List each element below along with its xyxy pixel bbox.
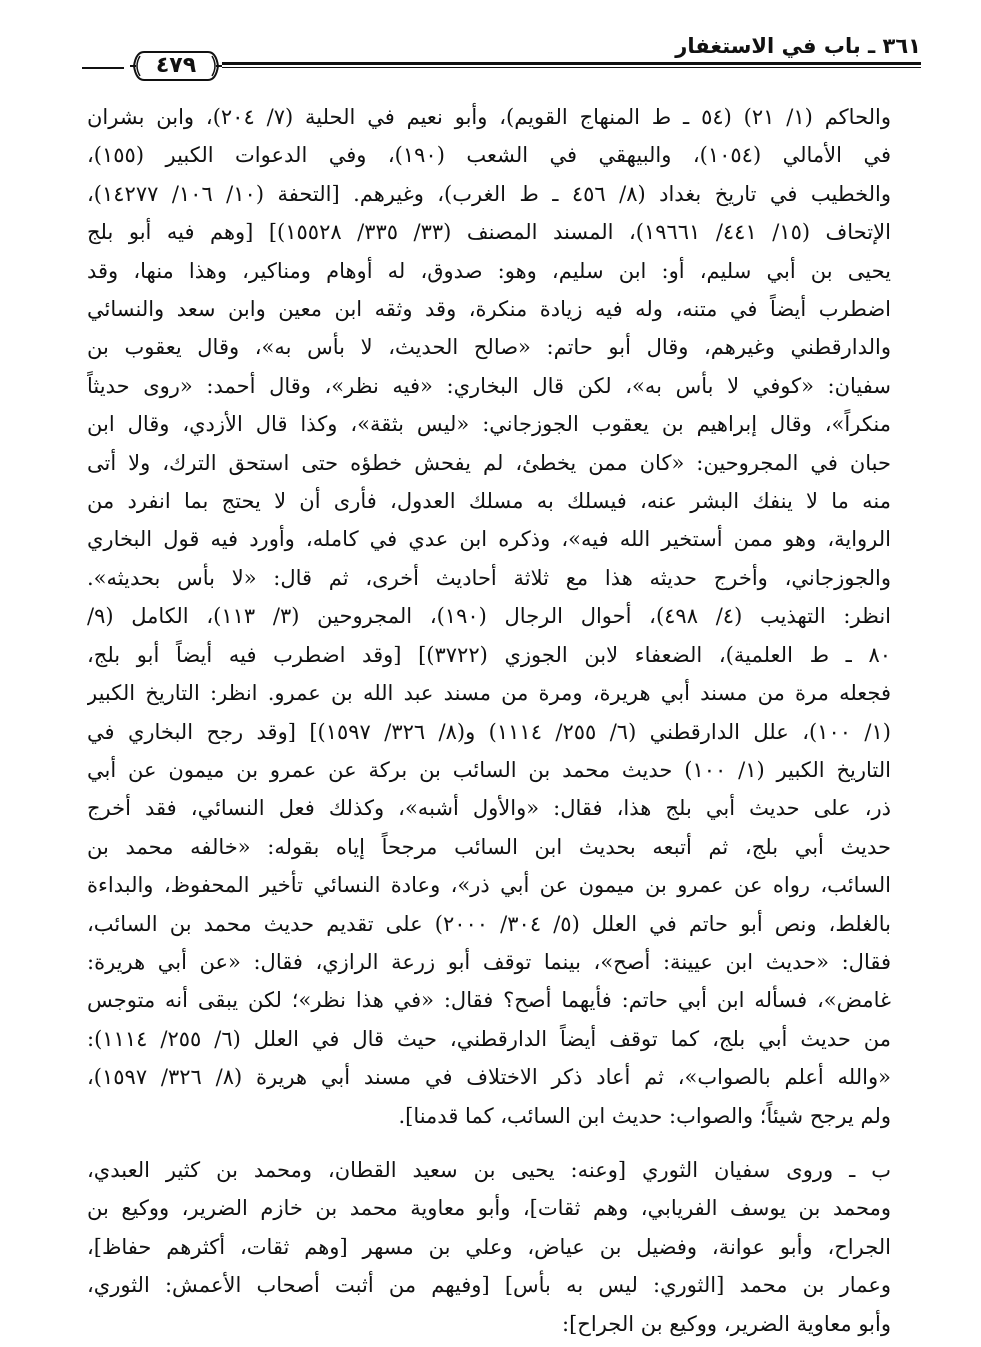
text-line: الإتحاف (١٥/ ٤٤١/ ١٩٦٦١)، المسند المصنف (٣٣/ ٣٣٥/ ١٥٥٢٨)] [وهم فيه أبو بلج <box>87 220 891 245</box>
text-line: وعمار بن محمد [الثوري: ليس به بأس] [وفيهم من أثبت أصحاب الأعمش: الثوري، <box>87 1273 891 1298</box>
text-line: التاريخ الكبير (١/ ١٠٠) حديث محمد بن السائب بن بركة عن عمرو بن ميمون عن أبي <box>87 757 891 782</box>
text-line: ذر، على حديث أبي بلج هذا، فقال: «والأول أشبه»، وكذلك فعل النسائي، فقد أخرج <box>87 796 891 821</box>
text-line: بالغلط، ونص أبو حاتم في العلل (٥/ ٣٠٤/ ٢٠٠٠) على تقديم حديث محمد بن السائب، <box>87 911 891 936</box>
text-line: (١/ ١٠٠)، علل الدارقطني (٦/ ٢٥٥/ ١١١٤) و(٨/ ٣٢٦/ ١٥٩٧)] [وقد رجح البخاري في <box>87 719 891 744</box>
text-line: ولم يرجح شيئاً؛ والصواب: حديث ابن السائب، كما قدمنا]. <box>398 1103 891 1128</box>
paragraph-main <box>87 1151 891 1343</box>
paragraph-footnote-continuation <box>87 98 891 1135</box>
text-line: سفيان: «كوفي لا بأس به»، لكن قال البخاري: «فيه نظر»، وقال أحمد: «روى حديثاً <box>87 373 891 398</box>
page-header <box>82 20 921 80</box>
text-line: فجعله مرة من مسند أبي هريرة، ومرة من مسند عبد الله بن عمرو. انظر: التاريخ الكبير <box>87 681 891 706</box>
text-line: والجوزجاني، وأخرج حديثه هذا مع ثلاثة أحاديث أخرى، ثم قال: «لا بأس بحديثه». <box>87 565 891 590</box>
text-line: اضطرب أيضاً في متنه، وله فيه زيادة منكرة، وقد وثقه ابن معين وابن سعد والنسائي <box>87 297 891 322</box>
text-line: الجراح، وأبو عوانة، وفضيل بن عياض، وعلي بن مسهر [وهم ثقات، أكثرهم حفاظ]، <box>87 1234 891 1259</box>
running-title: ٣٦١ ـ باب في الاستغفار <box>675 34 921 58</box>
text-line: الرواية، وهو ممن أستخير الله فيه»، وذكره ابن عدي في كامله، وأورد فيه قول البخاري <box>87 527 891 552</box>
text-line: ب ـ وروى سفيان الثوري [وعنه: يحيى بن سعيد القطان، ومحمد بن كثير العبدي، <box>87 1157 891 1182</box>
text-line: غامض»، فسأله ابن أبي حاتم: فأيهما أصح؟ فقال: «في هذا نظر»؛ لكن يبقى أنه متوجس <box>87 988 891 1013</box>
text-line: انظر: التهذيب (٤/ ٤٩٨)، أحوال الرجال (١٩٠)، المجروحين (٣/ ١١٣)، الكامل (٩/ <box>87 604 891 629</box>
text-line: والدارقطني وغيرهم، وقال أبو حاتم: «صالح الحديث، لا بأس به»، وقال يعقوب بن <box>87 335 891 360</box>
page-number: ٤٧٩ <box>155 53 197 78</box>
text-line: وأبو معاوية الضرير، ووكيع بن الجراح]: <box>562 1311 891 1336</box>
text-line: منكراً»، وقال إبراهيم بن يعقوب الجوزجاني: «ليس بثقة»، وكذا قال الأزدي، وقال ابن <box>87 412 891 437</box>
text-line: منه ما لا ينفك البشر عنه، فيسلك به مسلك العدول، فأرى أن لا يحتج بما انفرد من <box>87 489 891 514</box>
header-rule-left <box>82 67 124 69</box>
header-rule <box>222 62 921 68</box>
text-line: والخطيب في تاريخ بغداد (٨/ ٤٥٦ ـ ط الغرب)، وغيرهم. [التحفة (١٠/ ١٠٦/ ١٤٢٧٧)، <box>87 181 891 206</box>
text-line: «والله أعلم بالصواب»، ثم أعاد ذكر الاختلاف في مسند أبي هريرة (٨/ ٣٢٦/ ١٥٩٧)، <box>87 1065 891 1090</box>
text-line: حبان في المجروحين: «كان ممن يخطئ، لم يفحش خطؤه حتى استحق الترك، ولا أتى <box>87 450 891 475</box>
text-line: ومحمد بن يوسف الفريابي، وهم ثقات]، وأبو معاوية محمد بن خازم الضرير، ووكيع بن <box>87 1196 891 1221</box>
main-text <box>87 98 891 1343</box>
text-line: من حديث أبي بلج، كما توقف أيضاً الدارقطني، حيث قال في العلل (٦/ ٢٥٥/ ١١١٤): <box>87 1026 891 1051</box>
text-line: حديث أبي بلج، ثم أتبعه بحديث ابن السائب مرجحاً إياه بقوله: «خالفه محمد بن <box>87 834 891 859</box>
text-line: ٨٠ ـ ط العلمية)، الضعفاء لابن الجوزي (٣٧٢٢)] [وقد اضطرب فيه أيضاً أبو بلج، <box>87 642 891 667</box>
text-line: يحيى بن أبي سليم، أو: ابن سليم، وهو: صدوق، له أوهام ومناكير، وهذا منها، وقد <box>87 258 891 283</box>
text-line: السائب، رواه عن عمرو بن ميمون عن أبي ذر»، وعادة النسائي تأخير المحفوظ، والبداءة <box>87 873 891 898</box>
text-line: فقال: «حديث ابن عيينة: أصح»، بينما توقف أبو زرعة الرازي، فقال: «عن أبي هريرة: <box>87 949 891 974</box>
paragraph-spacer <box>87 1135 891 1151</box>
page-number-badge <box>130 48 222 84</box>
text-line: والحاكم (١/ ٢١) (٥٤ ـ ط المنهاج القويم)، وأبو نعيم في الحلية (٧/ ٢٠٤)، وابن بشران <box>87 105 891 129</box>
text-line: في الأمالي (١٠٥٤)، والبيهقي في الشعب (١٩٠)، وفي الدعوات الكبير (١٥٥)، <box>87 143 891 168</box>
